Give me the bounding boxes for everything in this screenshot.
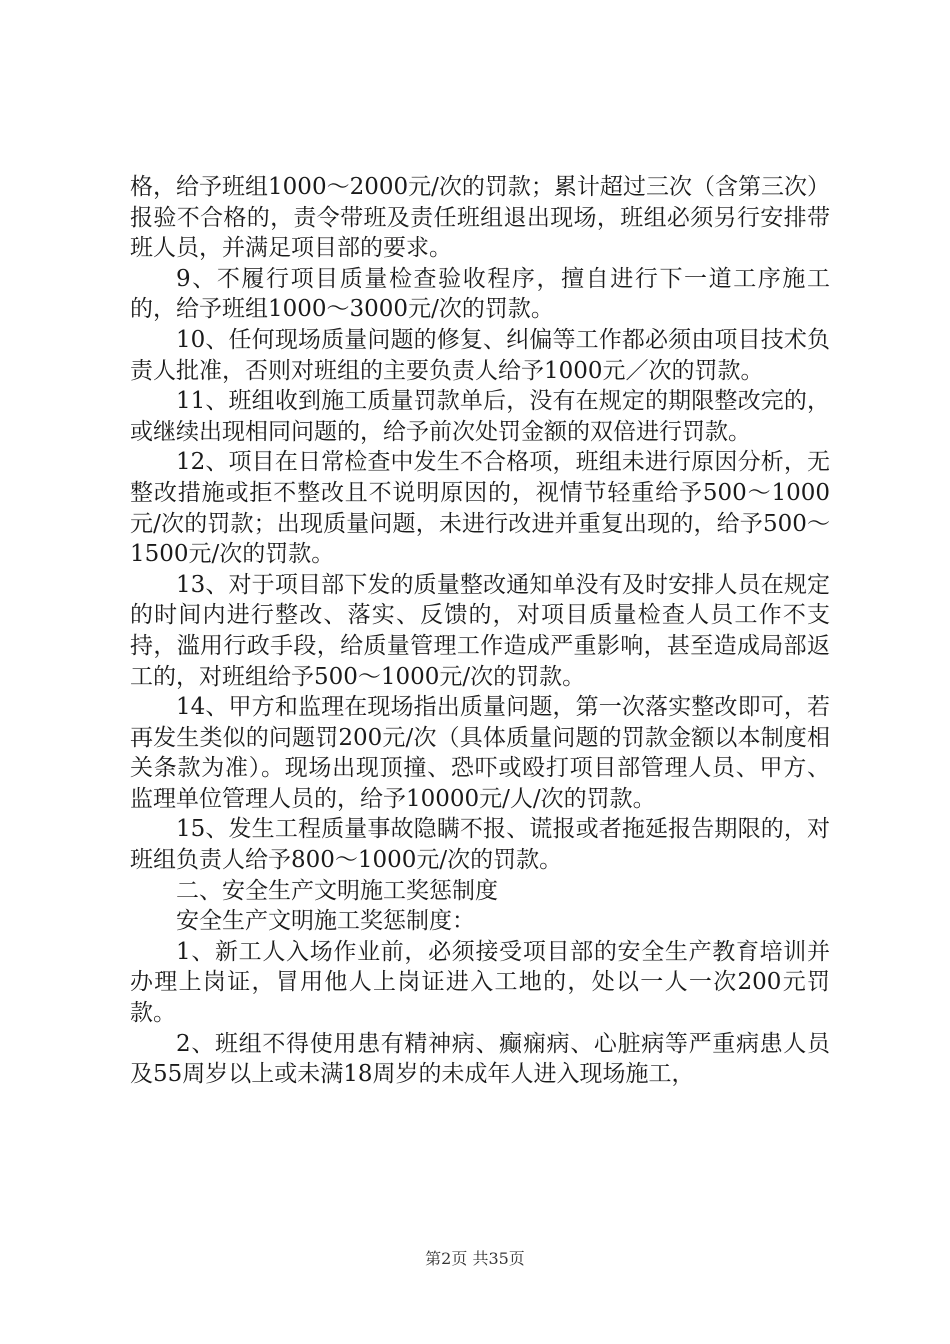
paragraph-item-9: 9、不履行项目质量检查验收程序，擅自进行下一道工序施工的，给予班组1000～3000元/次的罚款。	[130, 265, 830, 323]
section-heading: 二、安全生产文明施工奖惩制度	[176, 877, 498, 904]
page-number-label: 第2页 共35页	[425, 1249, 525, 1268]
paragraph-safety-item-1: 1、新工人入场作业前，必须接受项目部的安全生产教育培训并办理上岗证，冒用他人上岗证进入工地的，处以一人一次200元罚款。	[130, 938, 830, 1027]
document-body	[130, 172, 830, 1090]
paragraph-item-14: 14、甲方和监理在现场指出质量问题，第一次落实整改即可，若再发生类似的问题罚200元/次（具体质量问题的罚款金额以本制度相关条款为准）。现场出现顶撞、恐吓或殴打项目部管理人员、甲方、监理单位管理人员的，给予10000元/人/次的罚款。	[130, 694, 830, 812]
paragraph-safety-item-2: 2、班组不得使用患有精神病、癫痫病、心脏病等严重病患人员及55周岁以上或未满18周岁的未成年人进入现场施工，	[130, 1030, 830, 1088]
paragraph-item-13: 13、对于项目部下发的质量整改通知单没有及时安排人员在规定的时间内进行整改、落实、反馈的，对项目质量检查人员工作不支持，滥用行政手段，给质量管理工作造成严重影响，甚至造成局部返工的，对班组给予500～1000元/次的罚款。	[130, 571, 830, 690]
page-footer	[0, 1246, 950, 1269]
paragraph-continuation: 格，给予班组1000～2000元/次的罚款；累计超过三次（含第三次）报验不合格的，责令带班及责任班组退出现场，班组必须另行安排带班人员，并满足项目部的要求。	[130, 174, 830, 262]
section-subheading: 安全生产文明施工奖惩制度：	[176, 908, 475, 935]
paragraph-item-12: 12、项目在日常检查中发生不合格项，班组未进行原因分析，无整改措施或拒不整改且不说明原因的，视情节轻重给予500～1000元/次的罚款；出现质量问题，未进行改进并重复出现的，给予500～1500元/次的罚款。	[130, 449, 830, 568]
paragraph-item-15: 15、发生工程质量事故隐瞒不报、谎报或者拖延报告期限的，对班组负责人给予800～1000元/次的罚款。	[130, 816, 830, 874]
paragraph-item-11: 11、班组收到施工质量罚款单后，没有在规定的期限整改完的，或继续出现相同问题的，给予前次处罚金额的双倍进行罚款。	[130, 388, 830, 445]
paragraph-item-10: 10、任何现场质量问题的修复、纠偏等工作都必须由项目技术负责人批准，否则对班组的主要负责人给予1000元／次的罚款。	[130, 326, 830, 384]
